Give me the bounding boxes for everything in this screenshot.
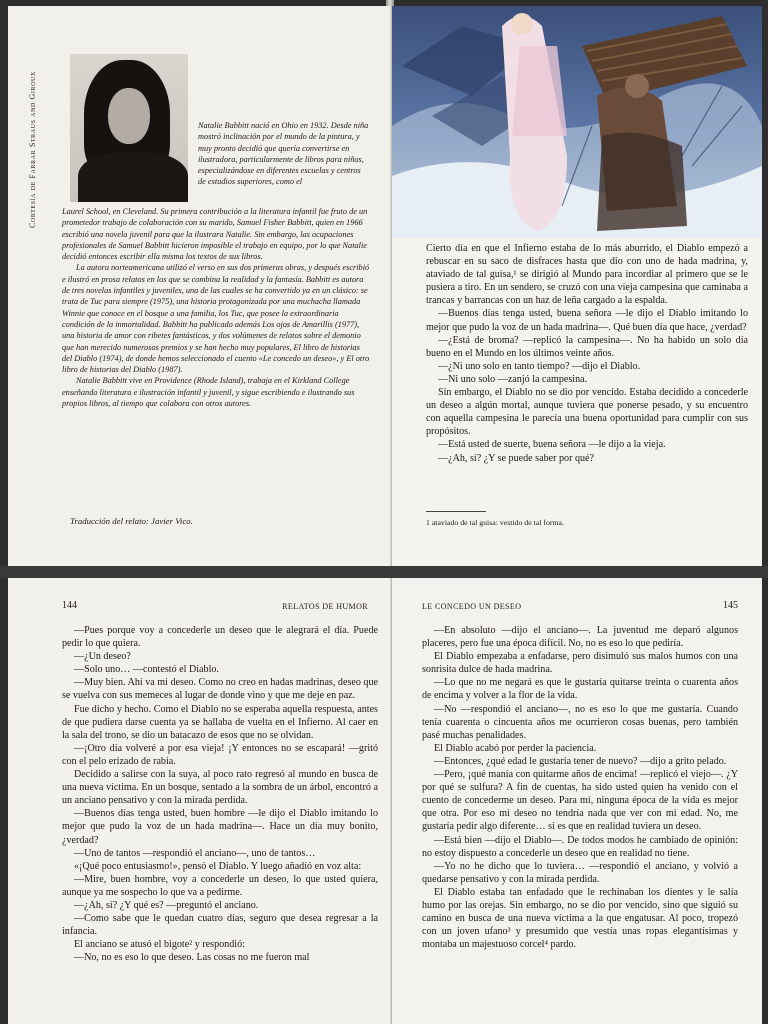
running-head: LE CONCEDO UN DESEO <box>422 602 522 611</box>
story-paragraph: —Como sabe que le quedan cuatro días, seguro que desea regresar a la infancia. <box>62 913 378 938</box>
bio-continuation <box>62 206 370 409</box>
story-paragraph: —Buenos días tenga usted, buen hombre —le dijo el Diablo imitando lo mejor que pudo la voz de un hada madrina—. Hace un día muy bonito, ¿verdad? <box>62 808 378 846</box>
story-paragraph: —Solo uno… —contestó el Diablo. <box>74 664 219 676</box>
story-paragraph: —Pero, ¡qué manía con quitarme años de encima! —replicó el viejo—. ¿Y por qué se sulfura? A fin de cuentas, ha sido usted quien ha venido con el cuento de concederme un deseo. Para mí, ninguna época de la vida es mejor que otra. Por eso mi deseo no tendría nada que ver con mi edad. No, me gustaría pedir algo diferente… si es que en realidad tuviera un deseo. <box>422 769 738 833</box>
story-paragraph: El anciano se atusó el bigote² y respondió: <box>74 939 245 951</box>
story-paragraph: —Lo que no me negará es que le gustaría quitarse treinta o cuarenta años de encima y volver a la flor de la vida. <box>422 677 738 702</box>
story-paragraph: —Entonces, ¿qué edad le gustaría tener de nuevo? —dijo a grito pelado. <box>434 755 727 767</box>
story-text <box>426 242 748 465</box>
story-paragraph: —Muy bien. Ahí va mi deseo. Como no creo en hadas madrinas, deseo que se vuelva con sus memeces al lugar de donde vino y que me deje en paz. <box>62 677 378 702</box>
translator-credit: Traducción del relato: Javier Vico. <box>70 516 193 526</box>
story-opening-page <box>392 6 762 566</box>
story-paragraph: —Está bien —dijo el Diablo—. De todos modos he cambiado de opinión: no estoy dispuesto a concederle un deseo que en realidad no tiene. <box>422 834 738 859</box>
page-number: 144 <box>62 600 77 611</box>
bio-paragraph: La autora norteamericana utilizó el verso en sus dos primeras obras, y después escribió e ilustró en prosa relatos en los que se combina la realidad y la fantasía. Babbitt es autora de tres novelas infantiles y juveniles, una de las cuales se ha convertido ya en un clásico: se trata de Tuc para siempre (1975), una historia protagonizada por una muchacha llamada Winnie que conoce en el bosque a una familia, los Tuc, que posee la extraordinaria condición de la inmortalidad. Babbitt ha publicado además Los ojos de Amarillis (1977), una historia de amor con ribetes fantásticos, y dos volúmenes de relatos sobre el demonio que han merecido numerosos premios y se han hecho muy populares, El libro de historias del Diablo (1974), de donde hemos seleccionado el cuento «Le concedo un deseo», y El otro libro de historias del Diablo (1987). <box>62 263 370 375</box>
story-paragraph: Decidido a salirse con la suya, al poco rato regresó al mundo en busca de una nueva víctima. En un bosque, sentado a la sombra de un árbol, encontró a un anciano pensativo y con la mirada perdida. <box>62 769 378 807</box>
author-bio-page <box>8 6 390 566</box>
page-number: 145 <box>723 600 738 611</box>
spread-separator <box>0 566 768 578</box>
story-paragraph: —¿Ni uno solo en tanto tiempo? —dijo el Diablo. <box>438 360 641 372</box>
story-paragraph: —Está usted de suerte, buena señora —le dijo a la vieja. <box>438 439 666 451</box>
story-paragraph: Sin embargo, el Diablo no se dio por vencido. Estaba decidido a concederle un deseo a algún mortal, aunque tuviera que ponerse pesado, y su encuentro con aquella campesina le parecía una buena oportunidad para cumplir con sus propósitos. <box>426 387 748 438</box>
story-text <box>422 624 738 951</box>
story-paragraph: —¿Está de broma? —replicó la campesina—. No ha habido un solo día bueno en el Mundo en los últimos veinte años. <box>426 334 748 359</box>
footnote-rule <box>426 511 486 512</box>
page-145 <box>392 578 762 1024</box>
story-paragraph: —¿Ah, sí? ¿Y se puede saber por qué? <box>438 452 595 464</box>
bio-paragraph: Laurel School, en Cleveland. Su primera contribución a la literatura infantil fue fruto de un prometedor trabajo de colaboración con su marido, Samuel Fisher Babbitt, quien en 1966 escribió una novela juvenil para que la ilustrara Natalie. Sin embargo, las ocupaciones profesionales de Samuel Babbitt hicieron imposible el trabajo en equipo, por lo que Natalie decidió entonces escribir ella misma los textos de sus libros. <box>62 207 368 262</box>
story-paragraph: —Yo no he dicho que lo tuviera… —respondió el anciano, y volvió a quedarse pensativo y con la mirada perdida. <box>422 860 738 885</box>
story-paragraph: —Uno de tantos —respondió el anciano—, uno de tantos… <box>74 847 316 859</box>
footnote: 1 ataviado de tal guisa: vestido de tal forma. <box>426 518 564 527</box>
author-photo <box>70 54 188 202</box>
story-paragraph: Cierto día en que el Infierno estaba de lo más aburrido, el Diablo empezó a rebuscar en su saco de disfraces hasta que dio con uno de hada madrina, y, ataviado de tal guisa,¹ se dirigió al Mundo para incordiar al primero que se le pusiera a tiro. En un sendero, se cruzó con una vieja campesina que caminaba a trancas y barrancas con un haz de leña cargado a la espalda. <box>426 243 748 307</box>
story-paragraph: El Diablo estaba tan enfadado que le rechinaban los dientes y le salía humo por las orejas. Sin embargo, no se dio por vencido, sino que siguió su camino en busca de una nueva víctima a la que engatusar. Al poco, tropezó con un joven ufano³ y presumido que vestía unas ropas elegantísimas y montaba un majestuoso corcel⁴ pardo. <box>422 886 738 951</box>
page-144 <box>8 578 390 1024</box>
story-paragraph: —¿Un deseo? <box>74 651 131 663</box>
story-text <box>62 624 378 964</box>
story-paragraph: —Mire, buen hombre, voy a concederle un deseo, lo que usted quiera, aunque ya me sospecho lo que va a pedirme. <box>62 873 378 898</box>
story-paragraph: —Ni uno solo —zanjó la campesina. <box>438 373 588 385</box>
story-paragraph: Fue dicho y hecho. Como el Diablo no se esperaba aquella respuesta, antes de que pudiera darse cuenta ya se hallaba de vuelta en el Infierno. Al caer en la sala del trono, se dio un batacazo de esos que no se olvidan. <box>62 703 378 741</box>
story-paragraph: —Pues porque voy a concederle un deseo que le alegrará el día. Puede pedir lo que quiera. <box>62 625 378 650</box>
story-paragraph: El Diablo acabó por perder la paciencia. <box>434 742 597 754</box>
story-paragraph: —En absoluto —dijo el anciano—. La juventud me deparó algunos placeres, pero fue una época difícil. No, no es eso lo que pediría. <box>422 625 738 650</box>
bio-paragraph: Natalie Babbitt vive en Providence (Rhode Island), trabaja en el Kirkland College enseñando literatura e ilustración infantil y juvenil, y sigue escribiendo e ilustrando sus propios libros, al tiempo que colabora con otros autores. <box>62 376 355 409</box>
story-paragraph: —Buenos días tenga usted, buena señora —le dijo el Diablo imitando lo mejor que pudo la voz de un hada madrina—. Qué buen día que hace, ¿verdad? <box>426 308 748 333</box>
story-paragraph: El Diablo empezaba a enfadarse, pero disimuló sus malos humos con una sonrisita dulce de hada madrina. <box>422 651 738 676</box>
story-paragraph: —No —respondió el anciano—, no es eso lo que me gustaría. Cuando tenía cuarenta o cincuenta años me ocurrieron cosas buenas, pero también pasé muchas penalidades. <box>422 703 738 741</box>
running-head: RELATOS DE HUMOR <box>282 602 368 611</box>
photo-credit: Cortesía de Farrar Straus and Giroux <box>28 71 37 228</box>
story-paragraph: —¿Ah, sí? ¿Y qué es? —preguntó el anciano. <box>74 899 259 911</box>
story-paragraph: —¡Otro día volveré a por esa vieja! ¡Y entonces no se escapará! —gritó con el pelo erizado de rabia. <box>62 742 378 767</box>
story-paragraph: «¡Qué poco entusiasmo!», pensó el Diablo. Y luego añadió en voz alta: <box>74 860 362 872</box>
story-illustration <box>392 6 762 238</box>
story-paragraph: —No, no es eso lo que deseo. Las cosas no me fueron mal <box>74 952 310 964</box>
bio-paragraph: Natalie Babbitt nació en Ohio en 1932. Desde niña mostró inclinación por el mundo de la pintura, y muy pronto decidió que quería convertirse en ilustradora, particularmente de libros para niños, especializándose en diferentes escuelas y centros de estudios superiores, como el <box>198 121 369 187</box>
